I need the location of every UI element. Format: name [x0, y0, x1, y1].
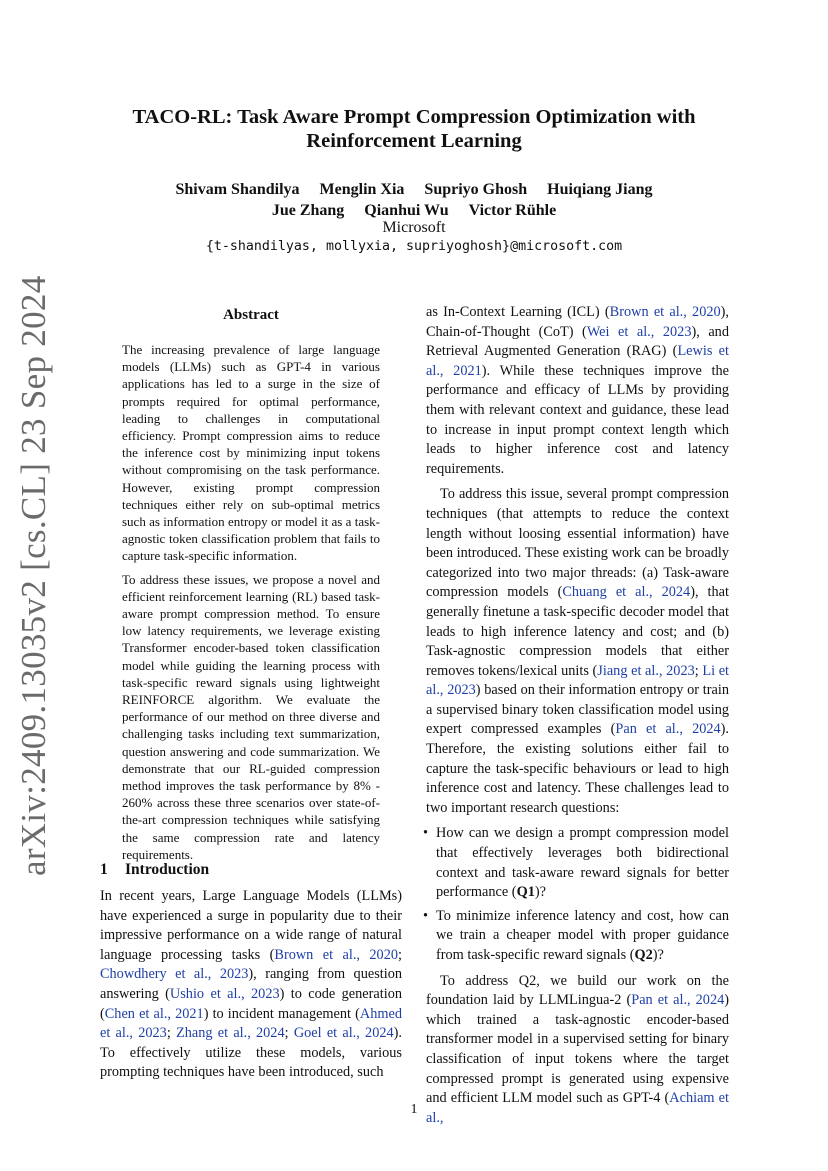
citation-link[interactable]: Chuang et al., 2024 [562, 584, 691, 601]
citation-link[interactable]: Lewis et al., 2021 [426, 343, 729, 379]
research-questions-list [426, 824, 729, 965]
author-name: Menglin Xia [319, 181, 405, 198]
author-name: Supriyo Ghosh [424, 181, 528, 198]
author-row-2 [100, 200, 728, 221]
author-name: Victor Rühle [468, 202, 557, 219]
citation-link[interactable]: Achiam et al., [426, 1090, 729, 1126]
question-label: Q1 [516, 884, 535, 901]
citation-link[interactable]: Ahmed et al., 2023 [100, 1005, 402, 1042]
citation-link[interactable]: Zhang et al., 2024 [176, 1025, 285, 1042]
citation-link[interactable]: Brown et al., 2020 [609, 304, 721, 320]
title-line-2: Reinforcement Learning [306, 130, 522, 152]
question-label: Q2 [634, 947, 653, 963]
title-line-1: TACO-RL: Task Aware Prompt Compression Optimization with [132, 106, 696, 128]
citation-link[interactable]: Chowdhery et al., 2023 [100, 966, 249, 983]
intro-paragraph-2: as In-Context Learning (ICL) (Brown et al., 2020), Chain-of-Thought (CoT) (Wei et al., 2023), and Retrieval Augmented Generation (RAG) (Lewis et al., 2021). While these techniques improve the performance and efficacy of LLMs by providing them with relevant context and guidance, these lead to increase in input prompt context length which leads to higher inference cost and latency requirements. [426, 304, 729, 477]
citation-link[interactable]: Goel et al., 2024 [293, 1025, 394, 1042]
abstract-body [122, 341, 380, 869]
intro-paragraph-4: To address Q2, we build our work on the foundation laid by LLMLingua-2 (Pan et al., 2024) which trained a task-agnostic encoder-based transformer model in a supervised setting for binary classification of input tokens where the target compressed prompt is generated using expensive and efficient LLM model such as GPT-4 (Achiam et al., [426, 972, 730, 1126]
citation-link[interactable]: Pan et al., 2024 [631, 992, 725, 1009]
citation-link[interactable]: Wei et al., 2023 [586, 323, 692, 340]
abstract-paragraph-1: The increasing prevalence of large language models (LLMs) such as GPT-4 in various applications has led to a surge in the size of prompts required for optimal performance, leading to challenges in computational efficiency. Prompt compression aims to reduce the inference cost by minimizing input tokens without compromising on the task performance. However, existing prompt compression techniques either rely on sub-optimal metrics such as information entropy or model it as a task-agnostic token classification problem that fails to capture task-specific information. [122, 342, 380, 564]
author-list [100, 179, 728, 221]
abstract-heading: Abstract [223, 307, 279, 323]
citation-link[interactable]: Ushio et al., 2023 [169, 985, 280, 1002]
author-name: Shivam Shandilya [175, 181, 300, 198]
author-row-1 [100, 179, 728, 200]
author-name: Jue Zhang [271, 202, 345, 219]
citation-link[interactable]: Chen et al., 2021 [104, 1005, 204, 1022]
author-name: Qianhui Wu [364, 202, 449, 219]
citation-link[interactable]: Jiang et al., 2023 [597, 662, 695, 679]
section-heading-introduction [100, 861, 209, 879]
citation-link[interactable]: Brown et al., 2020 [274, 946, 399, 963]
paper-title [100, 105, 728, 153]
affiliation: Microsoft [382, 219, 446, 236]
intro-paragraph-1: In recent years, Large Language Models (LLMs) have experienced a surge in popularity due to their impressive performance on a wide range of natural language processing tasks (Brown et al., 2020; Chowdhery et al., 2023), ranging from question answering (Ushio et al., 2023) to code generation (Chen et al., 2021) to incident management (Ahmed et al., 2023; Zhang et al., 2024; Goel et al., 2024). To effectively utilize these models, various prompting techniques have been introduced, such [100, 888, 403, 1081]
section-title: Introduction [125, 861, 210, 878]
research-question-2: • To minimize inference latency and cost, how can we train a cheaper model with proper guidance from task-specific reward signals (Q2)? [426, 907, 729, 966]
intro-paragraph-3: To address this issue, several prompt compression techniques (that attempts to reduce the context length without loosing essential information) have been introduced. These existing work can be broadly categorized into two major threads: (a) Task-aware compression models (Chuang et al., 2024), that generally finetune a task-specific decoder model that leads to high inference latency and cost; and (b) Task-agnostic compression models that either removes tokens/lexical units (Jiang et al., 2023; Li et al., 2023) based on their information entropy or train a supervised binary token classification model using expert compressed examples (Pan et al., 2024). Therefore, the existing solutions either fail to capture the task-specific behaviours or lead to high inference cost and latency. These challenges lead to two important research questions: [426, 486, 730, 816]
author-name: Huiqiang Jiang [547, 181, 653, 198]
arxiv-identifier: arXiv:2409.13035v2 [cs.CL] 23 Sep 2024 [14, 275, 53, 876]
right-column-text [426, 303, 729, 1128]
abstract-paragraph-2: To address these issues, we propose a novel and efficient reinforcement learning (RL) based task-aware prompt compression method. To ensure low latency requirements, we leverage existing Transformer encoder-based token classification model while guiding the learning process with task-specific reward signals using lightweight REINFORCE algorithm. We evaluate the performance of our method on three diverse and challenging tasks including text summarization, question answering and code summarization. We demonstrate that our RL-guided compression method improves the task performance by 8% - 260% across these three scenarios over state-of-the-art compression techniques while satisfying the same compression rate and latency requirements. [122, 571, 380, 862]
citation-link[interactable]: Pan et al., 2024 [615, 721, 721, 738]
section-number: 1 [100, 861, 108, 878]
left-column-text [100, 887, 402, 1083]
citation-link[interactable]: Li et al., 2023 [426, 662, 730, 699]
research-question-1: • How can we design a prompt compression model that effectively leverages both bidirectional context and task-aware reward signals for better performance (Q1)? [426, 824, 729, 902]
author-emails: {t-shandilyas, mollyxia, supriyoghosh}@microsoft.com [205, 239, 623, 254]
page-number: 1 [410, 1102, 418, 1117]
